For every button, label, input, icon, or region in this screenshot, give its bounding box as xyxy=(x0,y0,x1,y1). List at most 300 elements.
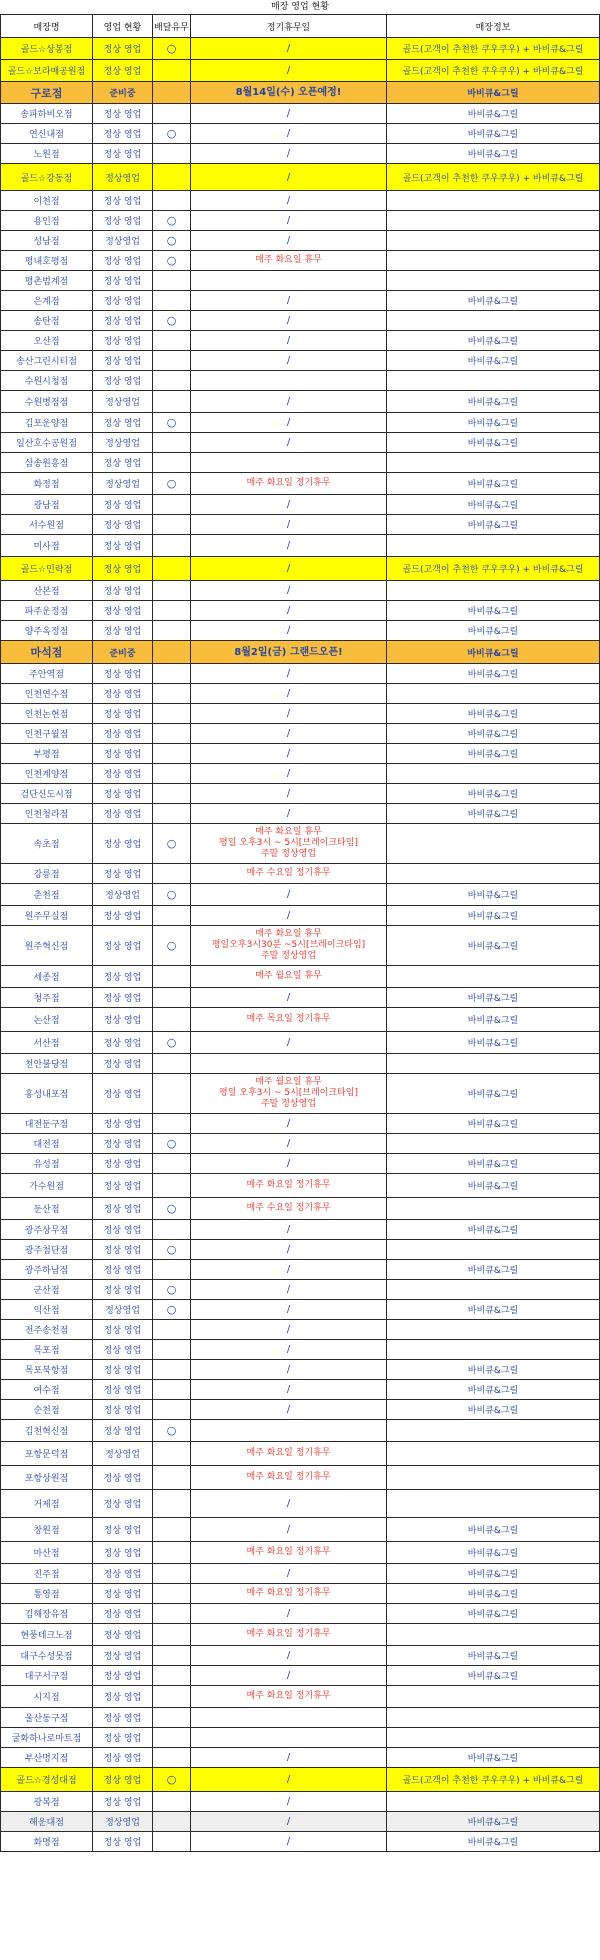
delivery-mark: ○ xyxy=(153,231,191,251)
store-status: 정상 영업 xyxy=(93,784,153,804)
table-row xyxy=(1,1074,600,1114)
table-row xyxy=(1,1174,600,1198)
closed-day: / xyxy=(191,1832,387,1852)
store-status: 정상 영업 xyxy=(93,211,153,231)
store-status: 정상 영업 xyxy=(93,144,153,164)
header-status: 영업 현황 xyxy=(93,15,153,38)
store-status: 정상 영업 xyxy=(93,1542,153,1564)
table-row xyxy=(1,535,600,557)
closed-day: / xyxy=(191,724,387,744)
store-name: 대구수성못점 xyxy=(1,1646,93,1666)
store-name: 홍성내포점 xyxy=(1,1074,93,1114)
closed-day: / xyxy=(191,60,387,82)
table-row xyxy=(1,331,600,351)
delivery-mark xyxy=(153,433,191,453)
store-status: 정상 영업 xyxy=(93,311,153,331)
store-status: 정상 영업 xyxy=(93,557,153,581)
store-info xyxy=(387,1466,600,1490)
delivery-mark xyxy=(153,1792,191,1812)
table-row xyxy=(1,371,600,391)
store-name: 부산명지점 xyxy=(1,1748,93,1768)
store-info: 바비큐&그릴 xyxy=(387,601,600,621)
closed-day: / xyxy=(191,231,387,251)
store-name: 송산그린시티점 xyxy=(1,351,93,371)
delivery-mark xyxy=(153,784,191,804)
header-row xyxy=(1,15,600,38)
table-row xyxy=(1,1748,600,1768)
closed-day: 매주 월요일 휴무 평일 오후3시 ~ 5시[브레이크타임] 주말 정상영업 xyxy=(191,1074,387,1114)
delivery-mark: ○ xyxy=(153,824,191,864)
closed-day xyxy=(191,1728,387,1748)
delivery-mark xyxy=(153,1832,191,1852)
delivery-mark xyxy=(153,1490,191,1518)
store-info: 바비큐&그릴 xyxy=(387,1260,600,1280)
delivery-mark: ○ xyxy=(153,251,191,271)
store-name: 창원점 xyxy=(1,1518,93,1542)
store-name: 대구서구점 xyxy=(1,1666,93,1686)
store-status: 정상 영업 xyxy=(93,291,153,311)
store-status: 정상 영업 xyxy=(93,1220,153,1240)
delivery-mark xyxy=(153,581,191,601)
store-status: 정상 영업 xyxy=(93,1768,153,1792)
delivery-mark xyxy=(153,191,191,211)
table-row xyxy=(1,641,600,664)
delivery-mark xyxy=(153,1114,191,1134)
closed-day: 매주 화요일 정기휴무 xyxy=(191,1686,387,1708)
store-status: 정상 영업 xyxy=(93,1360,153,1380)
store-status: 정상 영업 xyxy=(93,1666,153,1686)
closed-day: / xyxy=(191,704,387,724)
store-info: 바비큐&그릴 xyxy=(387,1646,600,1666)
delivery-mark xyxy=(153,1260,191,1280)
store-info: 바비큐&그릴 xyxy=(387,1360,600,1380)
delivery-mark xyxy=(153,1812,191,1832)
store-name: 원주혁신점 xyxy=(1,926,93,966)
store-status: 정상 영업 xyxy=(93,1340,153,1360)
delivery-mark xyxy=(153,82,191,104)
table-row xyxy=(1,804,600,824)
delivery-mark: ○ xyxy=(153,1300,191,1320)
closed-day xyxy=(191,453,387,473)
store-info: 바비큐&그릴 xyxy=(387,1032,600,1054)
store-info: 바비큐&그릴 xyxy=(387,515,600,535)
closed-day xyxy=(191,1708,387,1728)
table-row xyxy=(1,744,600,764)
store-status: 정상 영업 xyxy=(93,1400,153,1420)
store-name: 강릉점 xyxy=(1,864,93,884)
store-name: 속초점 xyxy=(1,824,93,864)
table-row xyxy=(1,1666,600,1686)
delivery-mark xyxy=(153,1542,191,1564)
table-row xyxy=(1,864,600,884)
store-table xyxy=(0,14,600,1852)
store-info xyxy=(387,1792,600,1812)
closed-day: 매주 화요일 정기휴무 xyxy=(191,1466,387,1490)
delivery-mark xyxy=(153,664,191,684)
store-status: 정상영업 xyxy=(93,231,153,251)
delivery-mark: ○ xyxy=(153,1198,191,1220)
delivery-mark xyxy=(153,804,191,824)
header-store-name: 매장명 xyxy=(1,15,93,38)
closed-day: 매주 화요일 정기휴무 xyxy=(191,1442,387,1466)
store-status: 정상 영업 xyxy=(93,1646,153,1666)
store-info: 골드(고객이 추천한 쿠우쿠우) + 바비큐&그릴 xyxy=(387,164,600,191)
closed-day: 매주 화요일 정기휴무 xyxy=(191,1542,387,1564)
table-row xyxy=(1,1340,600,1360)
table-row xyxy=(1,60,600,82)
table-row xyxy=(1,764,600,784)
store-info: 바비큐&그릴 xyxy=(387,1518,600,1542)
store-name: 연신내점 xyxy=(1,124,93,144)
table-row xyxy=(1,124,600,144)
store-name: 울산동구점 xyxy=(1,1708,93,1728)
store-status: 정상 영업 xyxy=(93,495,153,515)
store-status: 정상 영업 xyxy=(93,515,153,535)
store-info xyxy=(387,1686,600,1708)
store-info xyxy=(387,453,600,473)
closed-day: / xyxy=(191,906,387,926)
closed-day: / xyxy=(191,311,387,331)
delivery-mark xyxy=(153,104,191,124)
closed-day: / xyxy=(191,988,387,1008)
store-status: 정상영업 xyxy=(93,884,153,906)
store-info: 바비큐&그릴 xyxy=(387,906,600,926)
closed-day: / xyxy=(191,1380,387,1400)
table-row xyxy=(1,1686,600,1708)
delivery-mark xyxy=(153,988,191,1008)
store-status: 정상 영업 xyxy=(93,1792,153,1812)
store-status: 정상 영업 xyxy=(93,271,153,291)
table-row xyxy=(1,231,600,251)
closed-day: / xyxy=(191,1032,387,1054)
store-info: 바비큐&그릴 xyxy=(387,291,600,311)
store-info xyxy=(387,251,600,271)
table-row xyxy=(1,1220,600,1240)
table-row xyxy=(1,311,600,331)
store-info: 바비큐&그릴 xyxy=(387,1114,600,1134)
closed-day xyxy=(191,371,387,391)
store-status: 정상 영업 xyxy=(93,251,153,271)
store-info: 바비큐&그릴 xyxy=(387,1174,600,1198)
store-info: 바비큐&그릴 xyxy=(387,1300,600,1320)
store-status: 정상 영업 xyxy=(93,1280,153,1300)
table-row xyxy=(1,1008,600,1032)
delivery-mark xyxy=(153,744,191,764)
delivery-mark xyxy=(153,1728,191,1748)
store-info: 바비큐&그릴 xyxy=(387,433,600,453)
closed-day: / xyxy=(191,291,387,311)
store-info: 바비큐&그릴 xyxy=(387,1220,600,1240)
store-info: 바비큐&그릴 xyxy=(387,391,600,413)
closed-day: / xyxy=(191,1220,387,1240)
store-status: 정상 영업 xyxy=(93,1518,153,1542)
closed-day xyxy=(191,1054,387,1074)
table-row xyxy=(1,191,600,211)
closed-day: / xyxy=(191,884,387,906)
store-status: 정상 영업 xyxy=(93,664,153,684)
store-info: 바비큐&그릴 xyxy=(387,1832,600,1852)
delivery-mark xyxy=(153,966,191,988)
store-info: 골드(고객이 추천한 쿠우쿠우) + 바비큐&그릴 xyxy=(387,60,600,82)
store-name: 둔산점 xyxy=(1,1198,93,1220)
store-info: 바비큐&그릴 xyxy=(387,1812,600,1832)
closed-day: / xyxy=(191,515,387,535)
store-name: 인천계양점 xyxy=(1,764,93,784)
delivery-mark xyxy=(153,1584,191,1604)
store-info xyxy=(387,311,600,331)
delivery-mark xyxy=(153,1748,191,1768)
store-name: 삼송원흥점 xyxy=(1,453,93,473)
store-info xyxy=(387,1198,600,1220)
store-info xyxy=(387,1490,600,1518)
store-status: 정상 영업 xyxy=(93,124,153,144)
store-info: 바비큐&그릴 xyxy=(387,351,600,371)
store-name: 마산점 xyxy=(1,1542,93,1564)
table-row xyxy=(1,82,600,104)
table-row xyxy=(1,684,600,704)
delivery-mark xyxy=(153,1174,191,1198)
store-name: 익산점 xyxy=(1,1300,93,1320)
table-row xyxy=(1,1442,600,1466)
store-info xyxy=(387,966,600,988)
store-name: 송탄점 xyxy=(1,311,93,331)
store-name: 광주하남점 xyxy=(1,1260,93,1280)
closed-day: 매주 수요일 정기휴무 xyxy=(191,864,387,884)
store-status: 정상 영업 xyxy=(93,906,153,926)
closed-day: 매주 화요일 정기휴무 xyxy=(191,1624,387,1646)
store-name: 골드☆강동점 xyxy=(1,164,93,191)
store-status: 정상영업 xyxy=(93,1812,153,1832)
store-name: 이천점 xyxy=(1,191,93,211)
closed-day: / xyxy=(191,191,387,211)
delivery-mark: ○ xyxy=(153,1032,191,1054)
table-row xyxy=(1,581,600,601)
store-name: 송파하비오점 xyxy=(1,104,93,124)
store-info xyxy=(387,271,600,291)
table-row xyxy=(1,601,600,621)
delivery-mark xyxy=(153,291,191,311)
closed-day: 매주 화요일 정기휴무 xyxy=(191,473,387,495)
store-info xyxy=(387,1624,600,1646)
closed-day: 매주 화요일 휴무 xyxy=(191,251,387,271)
store-info xyxy=(387,535,600,557)
store-status: 정상 영업 xyxy=(93,988,153,1008)
store-status: 정상 영업 xyxy=(93,1320,153,1340)
store-info: 바비큐&그릴 xyxy=(387,664,600,684)
store-status: 정상 영업 xyxy=(93,38,153,60)
table-row xyxy=(1,1564,600,1584)
store-status: 정상 영업 xyxy=(93,1604,153,1624)
closed-day: / xyxy=(191,1134,387,1154)
table-row xyxy=(1,557,600,581)
closed-day: / xyxy=(191,1564,387,1584)
store-name: 목포점 xyxy=(1,1340,93,1360)
store-info: 바비큐&그릴 xyxy=(387,744,600,764)
table-row xyxy=(1,271,600,291)
store-info xyxy=(387,1442,600,1466)
closed-day: / xyxy=(191,1666,387,1686)
store-info xyxy=(387,1708,600,1728)
delivery-mark xyxy=(153,601,191,621)
store-info: 바비큐&그릴 xyxy=(387,124,600,144)
closed-day: 매주 화요일 휴무 평일 오후3시 ~ 5시[브레이크타임] 주말 정상영업 xyxy=(191,824,387,864)
store-info: 바비큐&그릴 xyxy=(387,82,600,104)
store-name: 굴화하나로마트점 xyxy=(1,1728,93,1748)
delivery-mark xyxy=(153,1708,191,1728)
store-name: 인천청라점 xyxy=(1,804,93,824)
store-status: 정상 영업 xyxy=(93,1174,153,1198)
store-status: 정상 영업 xyxy=(93,1708,153,1728)
table-row xyxy=(1,906,600,926)
store-status: 정상 영업 xyxy=(93,926,153,966)
store-info: 바비큐&그릴 xyxy=(387,988,600,1008)
table-row xyxy=(1,144,600,164)
delivery-mark: ○ xyxy=(153,1240,191,1260)
closed-day: / xyxy=(191,351,387,371)
store-status: 정상 영업 xyxy=(93,453,153,473)
store-status: 정상영업 xyxy=(93,1300,153,1320)
store-info: 바비큐&그릴 xyxy=(387,473,600,495)
table-row xyxy=(1,473,600,495)
delivery-mark xyxy=(153,1646,191,1666)
delivery-mark: ○ xyxy=(153,1134,191,1154)
delivery-mark xyxy=(153,495,191,515)
table-row xyxy=(1,784,600,804)
delivery-mark xyxy=(153,641,191,664)
delivery-mark xyxy=(153,1380,191,1400)
store-name: 시지점 xyxy=(1,1686,93,1708)
table-row xyxy=(1,884,600,906)
store-info: 바비큐&그릴 xyxy=(387,704,600,724)
table-row xyxy=(1,664,600,684)
table-row xyxy=(1,1198,600,1220)
delivery-mark xyxy=(153,557,191,581)
store-name: 김해장유점 xyxy=(1,1604,93,1624)
store-info: 바비큐&그릴 xyxy=(387,1400,600,1420)
table-row xyxy=(1,1032,600,1054)
store-info: 바비큐&그릴 xyxy=(387,926,600,966)
table-row xyxy=(1,38,600,60)
closed-day: / xyxy=(191,104,387,124)
store-info xyxy=(387,1420,600,1442)
closed-day: / xyxy=(191,1300,387,1320)
store-status: 정상 영업 xyxy=(93,413,153,433)
table-row xyxy=(1,1360,600,1380)
store-info: 바비큐&그릴 xyxy=(387,621,600,641)
delivery-mark: ○ xyxy=(153,124,191,144)
table-row xyxy=(1,1542,600,1564)
store-name: 순천점 xyxy=(1,1400,93,1420)
store-info: 바비큐&그릴 xyxy=(387,641,600,664)
store-name: 산본점 xyxy=(1,581,93,601)
table-row xyxy=(1,1300,600,1320)
store-name: 평내호평점 xyxy=(1,251,93,271)
delivery-mark xyxy=(153,351,191,371)
table-row xyxy=(1,391,600,413)
store-info: 바비큐&그릴 xyxy=(387,724,600,744)
table-row xyxy=(1,988,600,1008)
store-name: 인천구월점 xyxy=(1,724,93,744)
store-name: 양주옥정점 xyxy=(1,621,93,641)
store-name: 은계점 xyxy=(1,291,93,311)
table-row xyxy=(1,824,600,864)
store-name: 세종점 xyxy=(1,966,93,988)
delivery-mark: ○ xyxy=(153,413,191,433)
table-row xyxy=(1,1792,600,1812)
closed-day: 매주 목요일 정기휴무 xyxy=(191,1008,387,1032)
store-status: 정상 영업 xyxy=(93,704,153,724)
store-name: 미사점 xyxy=(1,535,93,557)
store-status: 정상영업 xyxy=(93,391,153,413)
closed-day xyxy=(191,271,387,291)
store-status: 정상 영업 xyxy=(93,966,153,988)
store-status: 정상 영업 xyxy=(93,191,153,211)
delivery-mark xyxy=(153,1686,191,1708)
store-name: 수원병점점 xyxy=(1,391,93,413)
store-name: 노원점 xyxy=(1,144,93,164)
closed-day: / xyxy=(191,1748,387,1768)
closed-day xyxy=(191,1420,387,1442)
store-name: 검단신도시점 xyxy=(1,784,93,804)
delivery-mark xyxy=(153,1624,191,1646)
table-row xyxy=(1,515,600,535)
closed-day: 매주 월요일 휴무 xyxy=(191,966,387,988)
store-name: 논산점 xyxy=(1,1008,93,1032)
closed-day: 매주 화요일 휴무 평일오후3시30분 ~5시[브레이크타임] 주말 정상영업 xyxy=(191,926,387,966)
store-info: 골드(고객이 추천한 쿠우쿠우) + 바비큐&그릴 xyxy=(387,557,600,581)
store-info: 바비큐&그릴 xyxy=(387,104,600,124)
closed-day: / xyxy=(191,144,387,164)
store-name: 인천논현점 xyxy=(1,704,93,724)
store-info: 바비큐&그릴 xyxy=(387,495,600,515)
store-name: 주안역점 xyxy=(1,664,93,684)
closed-day: / xyxy=(191,1114,387,1134)
closed-day: 매주 수요일 정기휴무 xyxy=(191,1198,387,1220)
table-row xyxy=(1,453,600,473)
closed-day: 매주 화요일 정기휴무 xyxy=(191,1584,387,1604)
store-status: 정상 영업 xyxy=(93,1008,153,1032)
store-info: 바비큐&그릴 xyxy=(387,1748,600,1768)
store-info xyxy=(387,1340,600,1360)
delivery-mark xyxy=(153,1320,191,1340)
delivery-mark xyxy=(153,371,191,391)
table-row xyxy=(1,433,600,453)
store-status: 정상 영업 xyxy=(93,824,153,864)
closed-day: / xyxy=(191,784,387,804)
closed-day: / xyxy=(191,164,387,191)
store-info: 바비큐&그릴 xyxy=(387,804,600,824)
delivery-mark xyxy=(153,724,191,744)
store-info xyxy=(387,371,600,391)
store-status: 정상영업 xyxy=(93,473,153,495)
closed-day: / xyxy=(191,535,387,557)
delivery-mark xyxy=(153,684,191,704)
store-name: 오산점 xyxy=(1,331,93,351)
delivery-mark xyxy=(153,391,191,413)
store-status: 정상 영업 xyxy=(93,1624,153,1646)
store-info xyxy=(387,1320,600,1340)
store-name: 해운대점 xyxy=(1,1812,93,1832)
store-status: 정상 영업 xyxy=(93,1584,153,1604)
delivery-mark xyxy=(153,1008,191,1032)
store-name: 김천혁신점 xyxy=(1,1420,93,1442)
store-info xyxy=(387,1134,600,1154)
store-info: 골드(고객이 추천한 쿠우쿠우) + 바비큐&그릴 xyxy=(387,38,600,60)
table-row xyxy=(1,495,600,515)
store-name: 현풍테크노점 xyxy=(1,1624,93,1646)
header-delivery: 배달유무 xyxy=(153,15,191,38)
store-name: 목포북항점 xyxy=(1,1360,93,1380)
